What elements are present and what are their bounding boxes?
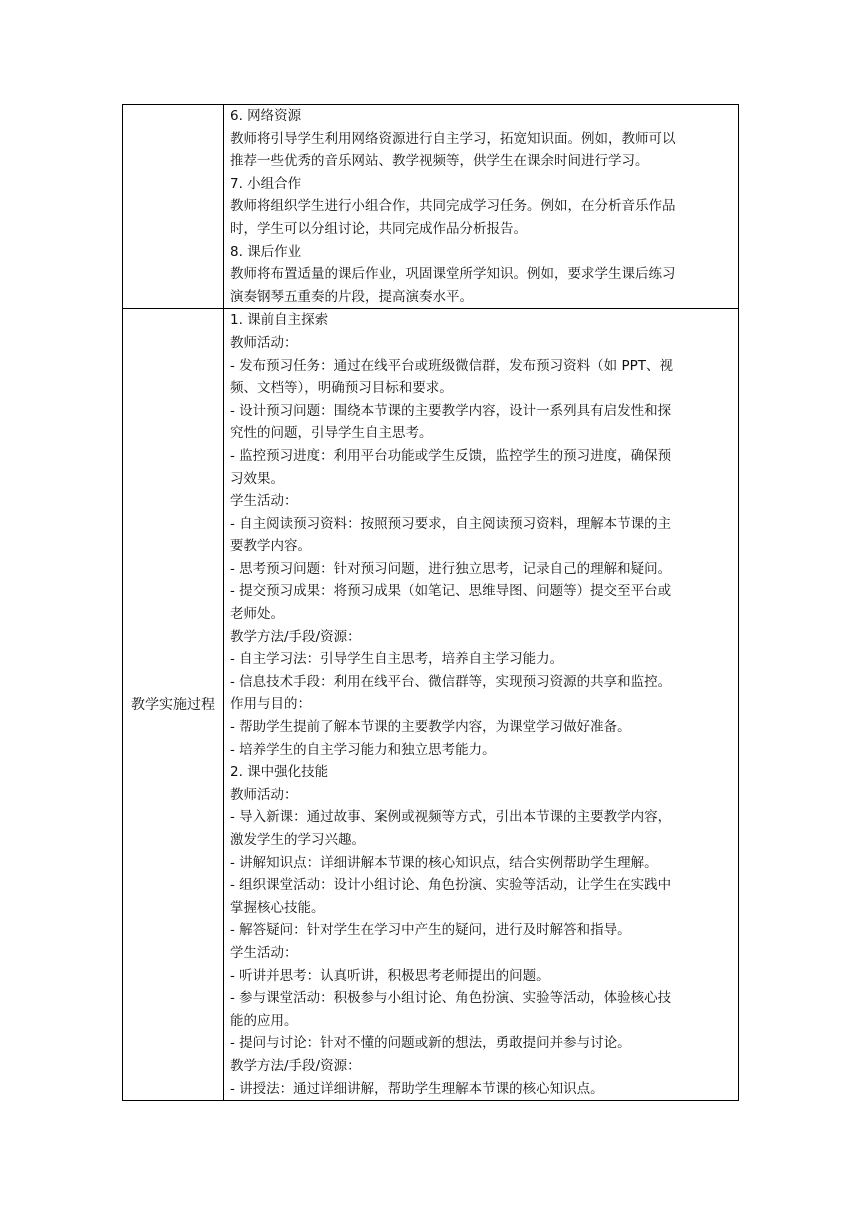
text-line: 8. 课后作业 xyxy=(230,243,302,260)
text-line: - 参与课堂活动：积极参与小组讨论、角色扮演、实验等活动，体验核心技 xyxy=(230,990,672,1007)
text-line: 教学方法/手段/资源： xyxy=(230,628,361,645)
text-line: 教师活动： xyxy=(230,334,298,351)
table-row xyxy=(123,105,739,309)
text-line: - 自主学习法：引导学生自主思考，培养自主学习能力。 xyxy=(230,651,564,668)
row-label: 教学实施过程 xyxy=(131,696,215,713)
text-line: - 听讲并思考：认真听讲，积极思考老师提出的问题。 xyxy=(230,967,550,984)
text-line: 时，学生可以分组讨论，共同完成作品分析报告。 xyxy=(230,220,527,237)
text-line: 教师将组织学生进行小组合作，共同完成学习任务。例如，在分析音乐作品 xyxy=(230,198,676,215)
text-line: 推荐一些优秀的音乐网站、教学视频等，供学生在课余时间进行学习。 xyxy=(230,153,649,170)
text-line: 学生活动： xyxy=(230,944,298,961)
text-line: - 监控预习进度：利用平台功能或学生反馈，监控学生的预习进度，确保预 xyxy=(230,447,672,464)
text-line: 6. 网络资源 xyxy=(230,108,302,124)
text-line: - 自主阅读预习资料：按照预习要求，自主阅读预习资料，理解本节课的主 xyxy=(230,515,672,532)
text-line: 学生活动： xyxy=(230,493,298,510)
text-line: 激发学生的学习兴趣。 xyxy=(230,832,365,848)
row-label-cell xyxy=(123,105,224,309)
text-line: - 帮助学生提前了解本节课的主要教学内容，为课堂学习做好准备。 xyxy=(230,719,631,736)
text-line: - 提交预习成果：将预习成果（如笔记、思维导图、问题等）提交至平台或 xyxy=(230,583,672,600)
text-line: 演奏钢琴五重奏的片段，提高演奏水平。 xyxy=(230,288,473,305)
text-line: - 思考预习问题：针对预习问题，进行独立思考，记录自己的理解和疑问。 xyxy=(230,560,672,577)
row-content-cell xyxy=(224,309,739,1101)
lesson-plan-table xyxy=(122,104,739,1101)
text-line: - 设计预习问题：围绕本节课的主要教学内容，设计一系列具有启发性和探 xyxy=(230,402,672,419)
text-line: - 导入新课：通过故事、案例或视频等方式，引出本节课的主要教学内容， xyxy=(230,809,672,826)
text-line: 教师将引导学生利用网络资源进行自主学习，拓宽知识面。例如，教师可以 xyxy=(230,130,676,147)
text-line: 习效果。 xyxy=(230,470,284,487)
text-line: 能的应用。 xyxy=(230,1012,298,1029)
row-content-cell xyxy=(224,105,739,309)
text-line: 教师将布置适量的课后作业，巩固课堂所学知识。例如，要求学生课后练习 xyxy=(230,266,676,283)
text-line: 教师活动： xyxy=(230,786,298,803)
text-line: 2. 课中强化技能 xyxy=(230,764,329,781)
text-line: - 组织课堂活动：设计小组讨论、角色扮演、实验等活动，让学生在实践中 xyxy=(230,877,672,894)
table-row xyxy=(123,309,739,1101)
text-line: 究性的问题，引导学生自主思考。 xyxy=(230,425,433,442)
text-line: 掌握核心技能。 xyxy=(230,899,325,916)
text-line: - 培养学生的自主学习能力和独立思考能力。 xyxy=(230,741,496,758)
text-line: - 讲授法：通过详细讲解，帮助学生理解本节课的核心知识点。 xyxy=(230,1080,604,1097)
text-line: 7. 小组合作 xyxy=(230,175,302,192)
row-label-cell xyxy=(123,309,224,1101)
text-line: - 提问与讨论：针对不懂的问题或新的想法，勇敢提问并参与讨论。 xyxy=(230,1035,631,1052)
text-line: 频、文档等），明确预习目标和要求。 xyxy=(230,380,453,397)
text-line: - 解答疑问：针对学生在学习中产生的疑问，进行及时解答和指导。 xyxy=(230,922,631,939)
text-line: 1. 课前自主探索 xyxy=(230,312,329,329)
text-line: 作用与目的： xyxy=(230,696,311,713)
text-line: 要教学内容。 xyxy=(230,538,311,555)
text-line: 老师处。 xyxy=(230,606,284,623)
text-line: - 讲解知识点：详细讲解本节课的核心知识点，结合实例帮助学生理解。 xyxy=(230,854,658,871)
text-line: - 发布预习任务：通过在线平台或班级微信群，发布预习资料（如 PPT、视 xyxy=(230,357,673,374)
text-line: 教学方法/手段/资源： xyxy=(230,1057,361,1074)
text-line: - 信息技术手段：利用在线平台、微信群等，实现预习资源的共享和监控。 xyxy=(230,673,672,690)
